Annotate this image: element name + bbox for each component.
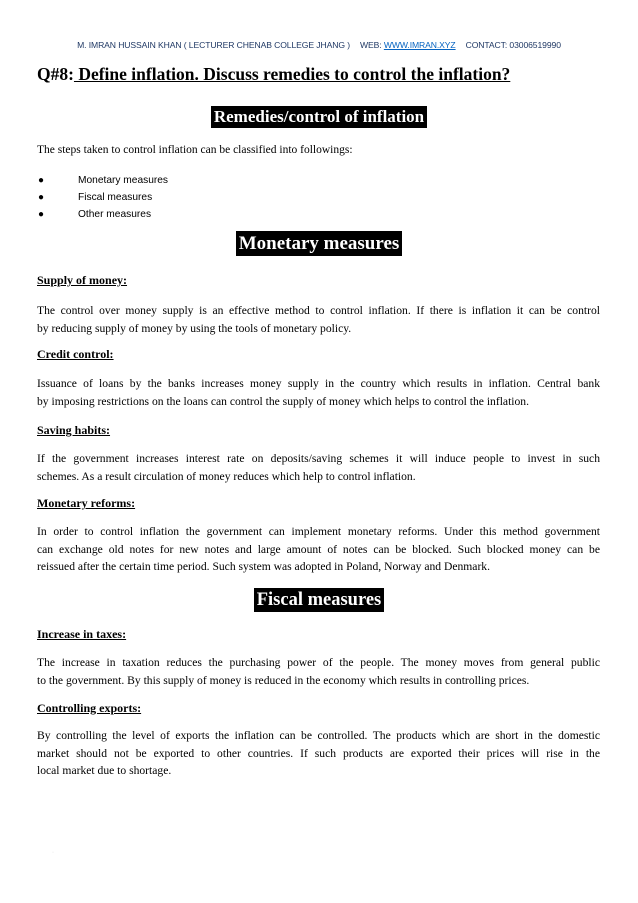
paragraph-saving-habits: If the government increases interest rate on deposits/saving schemes it will induce people to invest in such schemes. As a result circulation of money reduces which help to control inflation. [37, 452, 600, 483]
question-number: Q#8: [37, 64, 74, 84]
question-heading [37, 64, 617, 85]
banner-monetary [0, 231, 638, 256]
header-web-link[interactable]: WWW.IMRAN.XYZ [383, 40, 456, 50]
list-item: ● Other measures [37, 206, 168, 223]
paragraph-supply-of-money: The control over money supply is an effective method to control inflation. If there is inflation it can be control by reducing supply of money by using the tools of monetary policy. [37, 304, 600, 335]
bullet-icon: ● [38, 192, 45, 203]
heading-controlling-exports: Controlling exports: [37, 701, 142, 715]
paragraph-increase-in-taxes: The increase in taxation reduces the purchasing power of the people. The money moves from general public to the government. By this supply of money is reduced in the economy which results in controlling prices. [37, 656, 600, 687]
header-author: M. IMRAN HUSSAIN KHAN ( LECTURER CHENAB COLLEGE JHANG ) [77, 40, 350, 50]
paragraph-controlling-exports: By controlling the level of exports the inflation can be controlled. The products which are short in the domestic market should not be exported to other countries. If such products are exported their prices will rise in the local market due to shortage. [37, 729, 600, 777]
heading-increase-in-taxes: Increase in taxes: [37, 627, 127, 641]
list-item: ● Monetary measures [37, 172, 168, 189]
banner-fiscal-text: Fiscal measures [254, 588, 385, 612]
page-header [0, 40, 638, 50]
heading-credit-control: Credit control: [37, 347, 114, 361]
page-footer-mark: · [52, 850, 54, 856]
heading-saving-habits: Saving habits: [37, 423, 111, 437]
list-item: ● Fiscal measures [37, 189, 168, 206]
banner-fiscal [0, 588, 638, 612]
heading-monetary-reforms: Monetary reforms: [37, 496, 136, 510]
paragraph-monetary-reforms: In order to control inflation the government can implement monetary reforms. Under this method government can exchange old notes for new notes and large amount of notes can be blocked. Such blocked money can be reissued after the certain time period. Such system was adopted in Poland, Norway and Denmark. [37, 525, 600, 573]
banner-monetary-text: Monetary measures [236, 231, 403, 256]
bullet-icon: ● [38, 209, 45, 220]
heading-supply-of-money: Supply of money: [37, 273, 128, 287]
intro-text: The steps taken to control inflation can be classified into followings: [37, 144, 353, 156]
header-web-label: WEB: [359, 40, 384, 50]
bullet-icon: ● [38, 175, 45, 186]
paragraph-credit-control: Issuance of loans by the banks increases money supply in the country which results in inflation. Central bank by imposing restrictions on the loans can control the supply of money which helps to control the inflation. [37, 377, 600, 408]
steps-list [37, 172, 168, 223]
header-contact: CONTACT: 03006519990 [465, 40, 561, 50]
banner-remedies [0, 106, 638, 128]
question-text: Define inflation. Discuss remedies to control the inflation? [73, 64, 511, 84]
banner-remedies-text: Remedies/control of inflation [211, 106, 427, 128]
